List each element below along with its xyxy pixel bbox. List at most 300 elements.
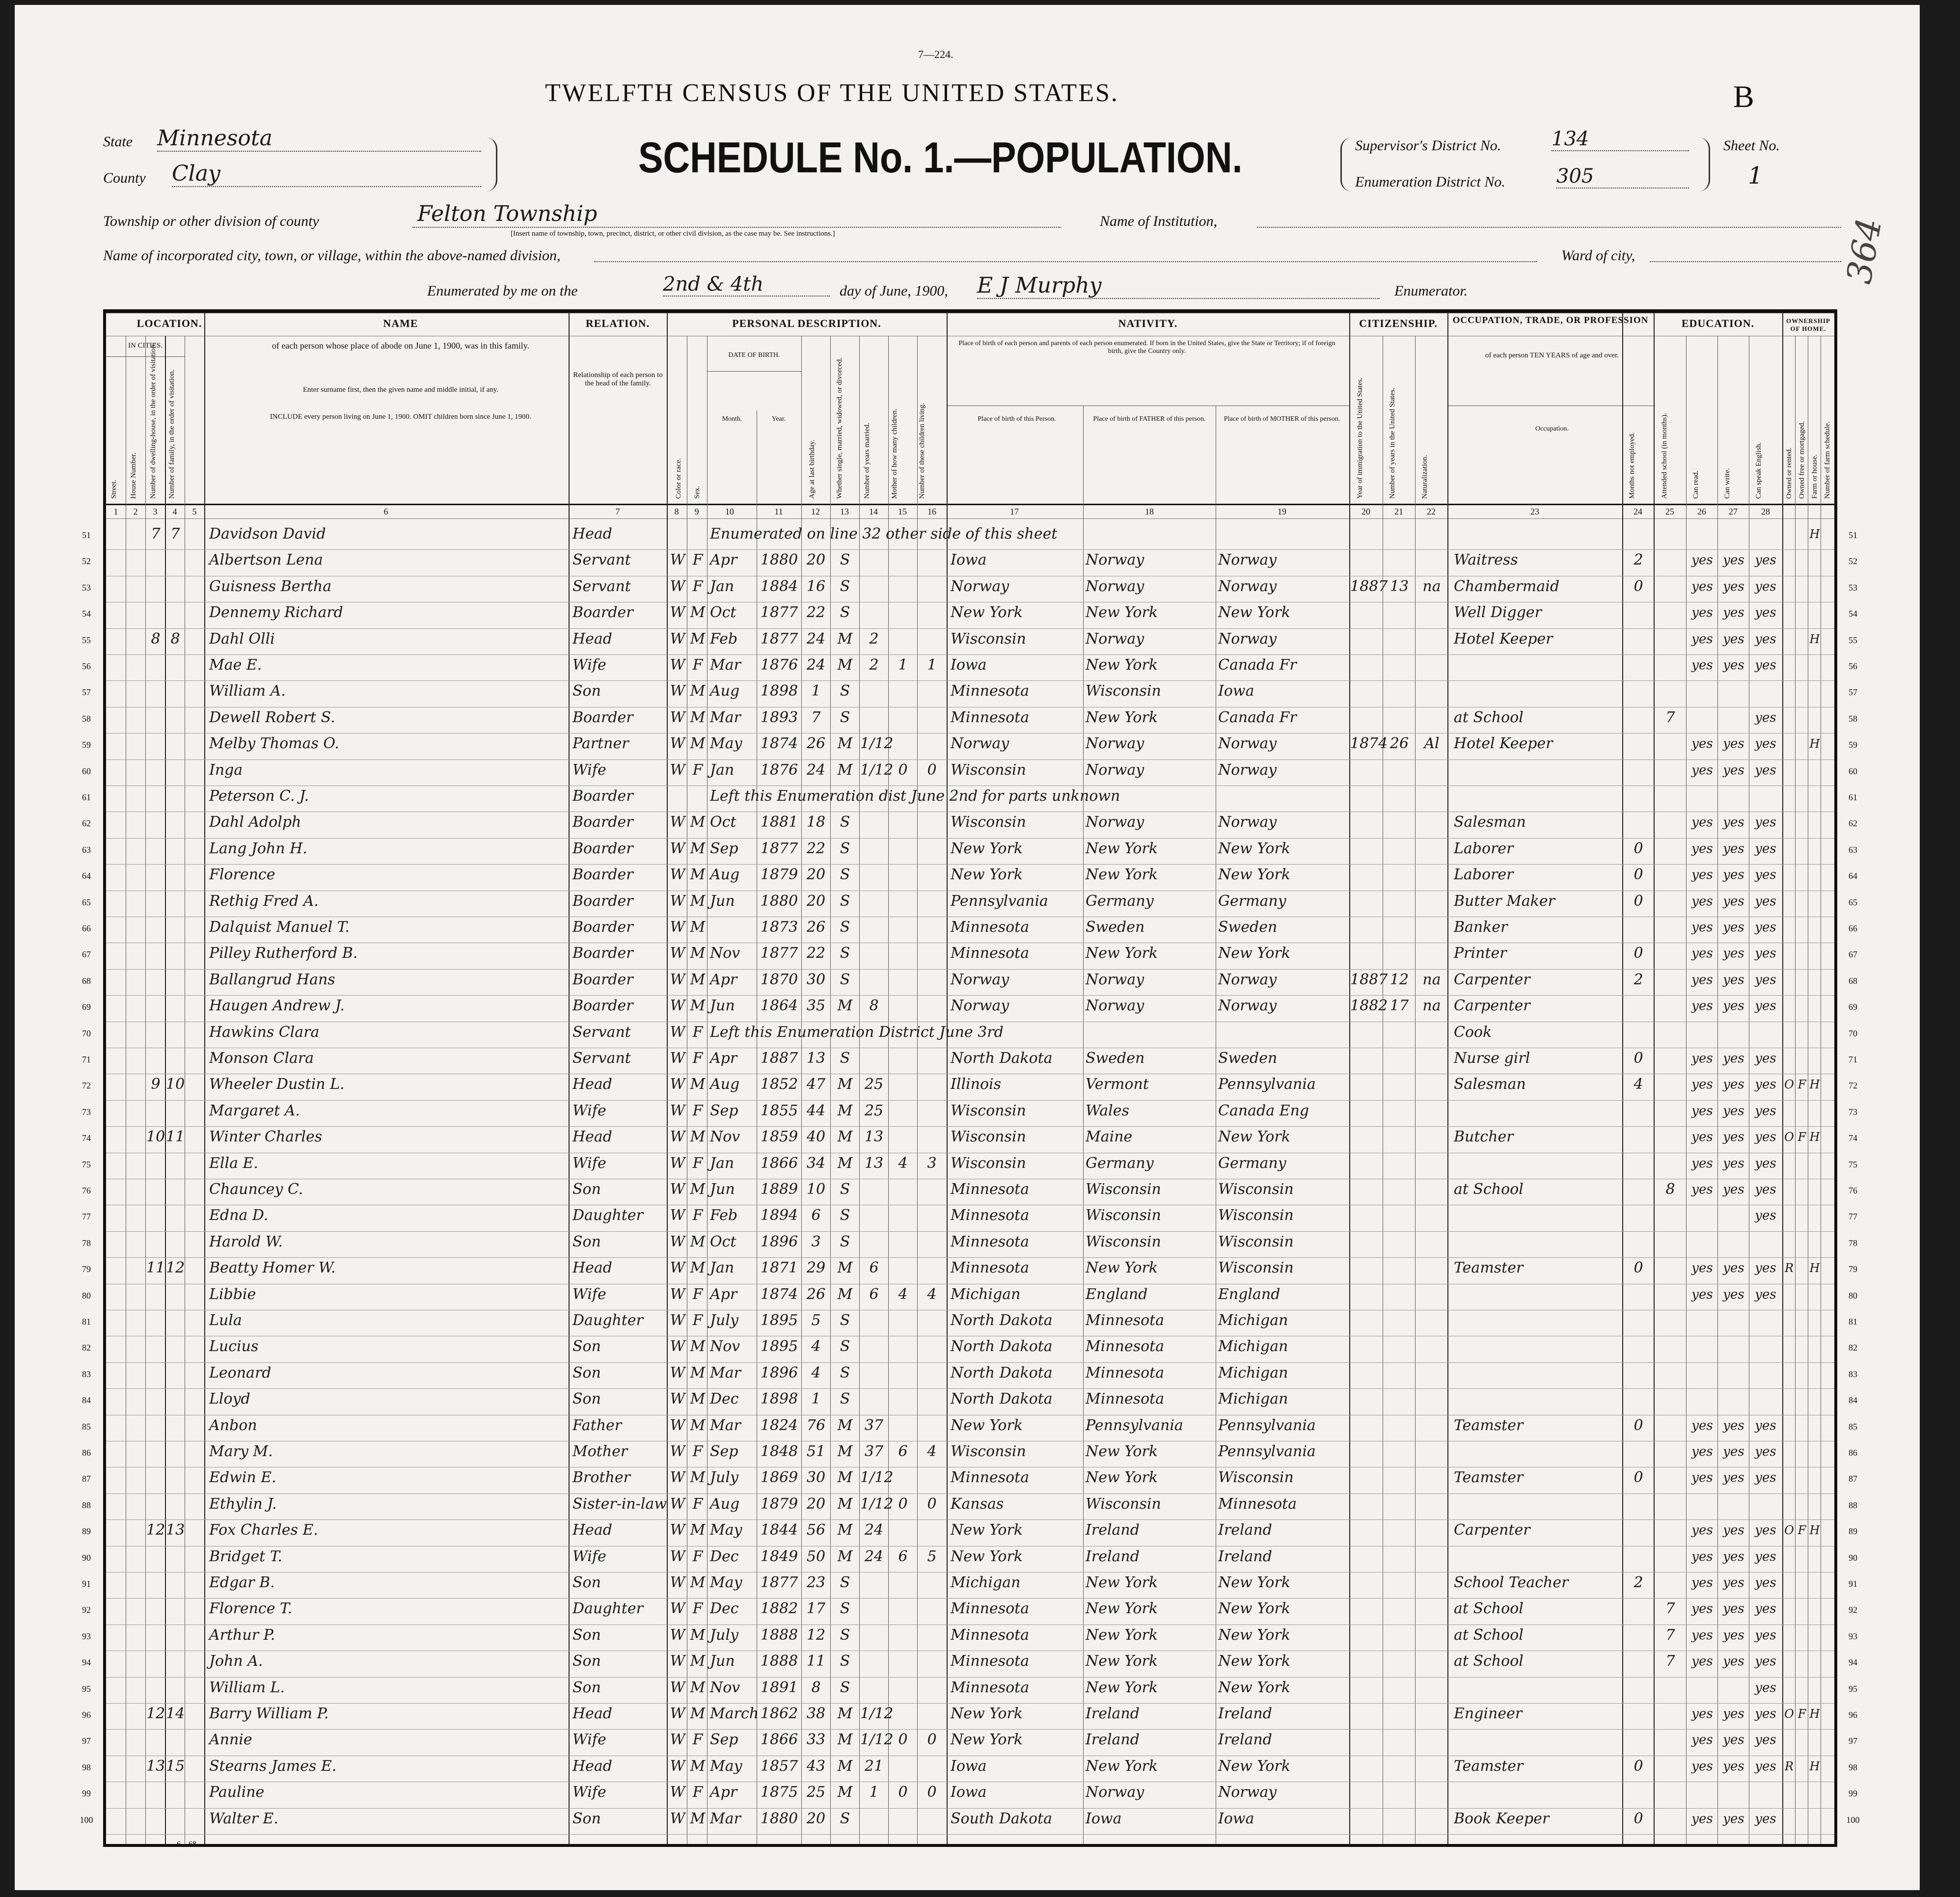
line-number-right: 74 <box>1849 1133 1857 1143</box>
table-row <box>82 680 1857 707</box>
cell-color: W <box>670 866 685 884</box>
cell-name: Dalquist Manuel T. <box>209 919 350 936</box>
cell-wr: yes <box>1723 658 1744 673</box>
line-number: 73 <box>82 1107 91 1117</box>
cell-rel: Boarder <box>572 945 633 962</box>
cell-rel: Son <box>572 1679 601 1696</box>
column-number: 15 <box>898 507 907 516</box>
cell-sp: yes <box>1755 710 1776 725</box>
cell-age: 26 <box>806 735 826 753</box>
cell-year: 1876 <box>760 656 798 674</box>
cell-ym: 25 <box>864 1102 884 1119</box>
cell-pb: New York <box>951 1547 1023 1565</box>
hdr-dwelling: Number of dwelling-house, in the order of visitation. <box>149 343 157 499</box>
cell-pb: Minnesota <box>951 945 1030 962</box>
cell-pf: Wisconsin <box>1086 1233 1161 1250</box>
cell-rel: Daughter <box>572 1600 643 1618</box>
line-number: 63 <box>82 844 91 855</box>
cell-pm: Germany <box>1218 892 1286 910</box>
ward-label: Ward of city, <box>1561 247 1635 264</box>
cell-name: Lula <box>209 1312 242 1329</box>
cell-sp: yes <box>1755 867 1776 883</box>
line-number: 74 <box>82 1133 91 1143</box>
cell-wr: yes <box>1723 1575 1744 1590</box>
cell-mar: M <box>837 1469 853 1487</box>
column-number: 20 <box>1361 507 1370 516</box>
cell-name: Pilley Rutherford B. <box>209 945 358 962</box>
line-number: 61 <box>82 792 91 802</box>
table-row <box>82 1336 1857 1362</box>
cell-color: W <box>670 630 685 648</box>
table-row <box>82 1022 1857 1048</box>
group-occupation: OCCUPATION, TRADE, OR PROFESSION <box>1452 315 1649 325</box>
cell-pb: New York <box>951 866 1023 884</box>
cell-age: 11 <box>806 1653 826 1670</box>
line-number: 75 <box>82 1159 91 1169</box>
cell-mar: S <box>840 1207 850 1224</box>
cell-rd: yes <box>1691 920 1713 935</box>
cell-name: Beatty Homer W. <box>209 1259 336 1277</box>
cell-occ: at School <box>1454 1626 1524 1644</box>
cell-color: W <box>670 1233 685 1250</box>
hdr-can-read: Can read. <box>1692 470 1700 499</box>
cell-nat: na <box>1422 577 1441 595</box>
cell-month: Aug <box>710 866 740 884</box>
column-number: 1 <box>113 507 118 516</box>
cell-pb: Wisconsin <box>951 761 1026 779</box>
cell-mar: S <box>840 1653 850 1670</box>
cell-ym: 21 <box>864 1757 884 1775</box>
cell-own: O <box>1784 1707 1794 1721</box>
cell-pf: New York <box>1086 840 1158 857</box>
cell-dw: 9 <box>151 1076 161 1093</box>
cell-wr: yes <box>1723 1627 1744 1643</box>
table-row <box>82 1677 1857 1704</box>
hdr-mother-of: Mother of how many children. <box>891 408 898 499</box>
cell-rd: yes <box>1691 1156 1713 1171</box>
enumerator-name: E J Murphy <box>977 273 1380 299</box>
cell-rel: Boarder <box>572 919 633 936</box>
cell-mar: S <box>840 604 850 622</box>
cell-occ: Butter Maker <box>1454 892 1555 910</box>
cell-occ: Nurse girl <box>1454 1050 1530 1067</box>
cell-sp: yes <box>1755 1575 1776 1590</box>
cell-mar: M <box>837 997 853 1015</box>
cell-pb: Minnesota <box>951 1207 1030 1224</box>
name-include-omit: INCLUDE every person living on June 1, 1900. OMIT children born since June 1, 1900. <box>270 413 532 421</box>
line-number-right: 56 <box>1849 661 1857 671</box>
cell-occ: Laborer <box>1454 840 1514 857</box>
cell-color: W <box>670 840 685 857</box>
column-number: 2 <box>133 507 138 516</box>
table-row <box>82 943 1857 969</box>
cell-color: W <box>670 892 685 910</box>
cell-cl: 0 <box>927 1731 937 1749</box>
cell-age: 1 <box>811 682 821 700</box>
column-number: 17 <box>1010 507 1019 516</box>
line-number: 51 <box>82 530 91 540</box>
table-row <box>82 1179 1857 1205</box>
cell-rel: Servant <box>572 1050 631 1067</box>
cell-color: W <box>670 1653 685 1670</box>
cell-wr: yes <box>1723 867 1744 883</box>
cell-mar: S <box>840 1233 850 1250</box>
cell-mar: S <box>840 551 850 569</box>
cell-age: 20 <box>806 1495 826 1513</box>
cell-pm: Michigan <box>1218 1390 1288 1408</box>
county-value: Clay <box>172 161 481 187</box>
cell-wr: yes <box>1723 1601 1744 1617</box>
cell-sex: M <box>690 1259 706 1277</box>
cell-sex: M <box>690 1233 706 1250</box>
cell-rel: Son <box>572 682 601 700</box>
cell-pf: Norway <box>1086 577 1144 595</box>
cell-mne: 0 <box>1633 840 1643 857</box>
cell-mar: S <box>840 813 850 831</box>
hdr-can-speak: Can speak English. <box>1755 442 1763 499</box>
cell-sp: yes <box>1755 1261 1776 1276</box>
cell-year: 1873 <box>760 919 798 936</box>
cell-mar: S <box>840 1312 850 1329</box>
cell-pb: Minnesota <box>951 1181 1030 1198</box>
cell-month: Aug <box>710 1076 740 1093</box>
cell-mar: M <box>837 1705 853 1722</box>
hdr-color: Color or race. <box>675 458 682 499</box>
cell-color: W <box>670 919 685 936</box>
line-number-right: 65 <box>1849 897 1857 907</box>
line-number: 77 <box>82 1212 91 1222</box>
township-instruction: [Insert name of township, town, precinct, district, or other civil division, as the case may be. See instructions.] <box>511 230 835 238</box>
cell-own: R <box>1784 1261 1794 1275</box>
cell-fh: H <box>1809 1078 1820 1092</box>
cell-sex: M <box>690 1521 706 1539</box>
cell-sex: M <box>690 1364 706 1382</box>
cell-color: W <box>670 1757 685 1775</box>
cell-wr: yes <box>1723 920 1744 935</box>
cell-occ: at School <box>1454 708 1524 726</box>
cell-age: 7 <box>811 708 821 726</box>
cell-name: Lloyd <box>209 1390 250 1408</box>
cell-pm: Wisconsin <box>1218 1207 1294 1224</box>
cell-mar: M <box>837 1154 853 1172</box>
cell-pb: Minnesota <box>951 1600 1030 1618</box>
table-row <box>82 1729 1857 1756</box>
cell-pf: New York <box>1086 1679 1158 1696</box>
table-row <box>82 1310 1857 1336</box>
in-cities-label: IN CITIES. <box>128 342 163 350</box>
cell-age: 8 <box>811 1679 821 1696</box>
cell-pb: Wisconsin <box>951 1154 1026 1172</box>
cell-pf: England <box>1086 1285 1148 1303</box>
cell-mar: M <box>837 1547 853 1565</box>
hdr-years-married: Number of years married. <box>863 423 871 499</box>
cell-month: Mar <box>710 1810 741 1827</box>
table-row <box>82 759 1857 786</box>
cell-month: May <box>710 735 742 753</box>
cell-name: Dahl Adolph <box>209 813 301 831</box>
cell-pf: New York <box>1086 656 1158 674</box>
cell-ym: 1/12 <box>860 1495 894 1513</box>
cell-year: 1855 <box>760 1102 798 1119</box>
cell-rel: Daughter <box>572 1312 643 1329</box>
cell-rel: Daughter <box>572 1207 643 1224</box>
line-number: 81 <box>82 1317 91 1327</box>
cell-wr: yes <box>1723 1707 1744 1721</box>
cell-age: 20 <box>806 1810 826 1827</box>
cell-wr: yes <box>1723 946 1744 961</box>
cell-age: 3 <box>811 1233 821 1250</box>
cell-year: 1877 <box>760 630 798 648</box>
cell-wr: yes <box>1723 631 1744 647</box>
cell-pb: North Dakota <box>951 1050 1053 1067</box>
cell-year: 1896 <box>760 1364 798 1382</box>
cell-rel: Wife <box>572 1102 606 1119</box>
table-row <box>82 1598 1857 1625</box>
cell-rd: yes <box>1691 1418 1713 1433</box>
cell-occ: Teamster <box>1454 1757 1524 1775</box>
column-number: 13 <box>840 507 849 516</box>
cell-rd: yes <box>1691 631 1713 647</box>
cell-age: 6 <box>811 1207 821 1224</box>
cell-age: 20 <box>806 866 826 884</box>
cell-age: 47 <box>806 1076 826 1093</box>
cell-pb: Minnesota <box>951 919 1030 936</box>
line-number: 99 <box>82 1789 91 1799</box>
cell-fam: 8 <box>170 630 180 648</box>
line-number-right: 58 <box>1849 713 1857 724</box>
cell-year: 1877 <box>760 945 798 962</box>
line-number-right: 55 <box>1849 635 1857 645</box>
cell-ym: 2 <box>869 630 879 648</box>
cell-color: W <box>670 1495 685 1513</box>
cell-rel: Head <box>572 525 613 542</box>
cell-rd: yes <box>1691 1444 1713 1459</box>
group-name: NAME <box>383 317 418 329</box>
enumeration-value: 305 <box>1556 165 1689 189</box>
cell-year: 1893 <box>760 708 798 726</box>
cell-month: May <box>710 1574 742 1591</box>
cell-sp: yes <box>1755 1759 1776 1774</box>
cell-mar: S <box>840 1810 850 1827</box>
hdr-street: Street. <box>110 480 118 499</box>
cell-name: William A. <box>209 682 286 700</box>
cell-year: 1891 <box>760 1679 798 1696</box>
cell-color: W <box>670 1207 685 1224</box>
cell-age: 34 <box>806 1154 826 1172</box>
cell-age: 33 <box>806 1731 826 1749</box>
cell-name: Stearns James E. <box>209 1757 337 1775</box>
cell-ym: 13 <box>864 1154 884 1172</box>
table-row <box>82 838 1857 865</box>
hdr-attended-school: Attended school (in months). <box>1661 413 1668 499</box>
cell-month: Sep <box>710 840 738 857</box>
cell-name: Davidson David <box>209 525 326 542</box>
line-number: 66 <box>82 923 91 933</box>
cell-dw: 12 <box>146 1521 165 1539</box>
table-row <box>82 1362 1857 1389</box>
cell-occ: Chambermaid <box>1454 577 1560 595</box>
cell-pm: Pennsylvania <box>1218 1076 1316 1093</box>
cell-name: Fox Charles E. <box>209 1521 318 1539</box>
cell-cl: 3 <box>927 1154 937 1172</box>
cell-sp: yes <box>1755 1182 1776 1197</box>
cell-name: Dennemy Richard <box>209 604 343 622</box>
cell-sp: yes <box>1755 946 1776 961</box>
cell-age: 13 <box>806 1050 826 1067</box>
cell-color: W <box>670 1443 685 1460</box>
cell-rel: Son <box>572 1233 601 1250</box>
column-number: 19 <box>1278 507 1286 516</box>
cell-pf: Norway <box>1086 761 1144 779</box>
line-number: 86 <box>82 1448 91 1458</box>
column-number: 25 <box>1665 507 1674 516</box>
line-number-right: 69 <box>1849 1002 1857 1012</box>
cell-rd: yes <box>1691 553 1713 568</box>
cell-rd: yes <box>1691 1654 1713 1669</box>
cell-pb: Minnesota <box>951 1653 1030 1670</box>
cell-mc: 4 <box>898 1154 908 1172</box>
cell-mar: M <box>837 1285 853 1303</box>
city-line <box>594 261 1537 262</box>
cell-occ: Salesman <box>1454 813 1526 831</box>
cell-color: W <box>670 1547 685 1565</box>
table-row <box>82 628 1857 655</box>
cell-fh: H <box>1809 1130 1820 1144</box>
cell-pm: New York <box>1218 1653 1290 1670</box>
cell-sex: M <box>690 735 706 753</box>
cell-mar: S <box>840 1390 850 1408</box>
line-number: 84 <box>82 1395 91 1406</box>
cell-month: Apr <box>710 971 737 988</box>
cell-year: 1880 <box>760 1810 798 1827</box>
cell-pb: Wisconsin <box>951 1102 1026 1119</box>
cell-rel: Boarder <box>572 840 633 857</box>
cell-rel: Son <box>572 1364 601 1382</box>
state-value: Minnesota <box>157 126 481 152</box>
table-row <box>82 1546 1857 1572</box>
cell-mar: M <box>837 1731 853 1749</box>
cell-month: Jan <box>710 1154 735 1172</box>
hdr-months-not-employed: Months not employed. <box>1628 432 1636 499</box>
cell-year: 1880 <box>760 892 798 910</box>
cell-occ: at School <box>1454 1653 1524 1670</box>
line-number: 54 <box>82 609 91 619</box>
group-personal: PERSONAL DESCRIPTION. <box>732 317 881 329</box>
cell-rd: yes <box>1691 736 1713 752</box>
cell-rel: Wife <box>572 1154 606 1172</box>
cell-pb: Michigan <box>951 1574 1021 1591</box>
cell-pm: Norway <box>1218 1784 1277 1801</box>
cell-wr: yes <box>1723 1733 1744 1748</box>
line-number: 64 <box>82 871 91 881</box>
cell-name: Ethylin J. <box>209 1495 277 1513</box>
cell-rel: Servant <box>572 1023 631 1041</box>
cell-occ: Well Digger <box>1454 604 1542 622</box>
cell-pb: Iowa <box>951 1757 987 1775</box>
cell-year: 1895 <box>760 1312 798 1329</box>
institution-label: Name of Institution, <box>1100 213 1218 229</box>
cell-mar: M <box>837 1076 853 1093</box>
cell-pm: New York <box>1218 840 1290 857</box>
cell-sex: F <box>692 761 703 779</box>
cell-sex: M <box>690 682 706 700</box>
cell-year: 1884 <box>760 577 798 595</box>
cell-color: W <box>670 708 685 726</box>
line-number-right: 83 <box>1849 1369 1857 1379</box>
table-row <box>82 1284 1857 1310</box>
cell-name: Rethig Fred A. <box>209 892 319 910</box>
cell-fh: H <box>1809 632 1820 646</box>
line-number: 67 <box>82 949 91 960</box>
cell-name: Annie <box>209 1731 252 1749</box>
cell-ym: 24 <box>864 1547 884 1565</box>
cell-month: Feb <box>710 1207 738 1224</box>
cell-sex: M <box>690 1338 706 1355</box>
cell-year: 1896 <box>760 1233 798 1250</box>
cell-sch: 7 <box>1665 708 1675 726</box>
table-row <box>82 1467 1857 1493</box>
cell-pb: North Dakota <box>951 1390 1053 1408</box>
cell-pf: Minnesota <box>1086 1390 1165 1408</box>
line-number-right: 63 <box>1849 844 1857 855</box>
cell-fam: 10 <box>166 1076 185 1093</box>
cell-year: 1871 <box>760 1259 798 1277</box>
cell-cl: 4 <box>927 1285 937 1303</box>
cell-sch: 7 <box>1665 1626 1675 1644</box>
cell-rd: yes <box>1691 1575 1713 1590</box>
cell-occ: Teamster <box>1454 1469 1524 1487</box>
line-number-right: 72 <box>1849 1081 1857 1091</box>
cell-rel: Boarder <box>572 997 633 1015</box>
cell-pf: New York <box>1086 945 1158 962</box>
column-number: 26 <box>1697 507 1706 516</box>
cell-rd: yes <box>1691 972 1713 987</box>
cell-year: 1898 <box>760 1390 798 1408</box>
column-number: 4 <box>172 507 177 516</box>
cell-sex: M <box>690 1626 706 1644</box>
group-location: LOCATION. <box>136 317 202 329</box>
column-number: 21 <box>1394 507 1403 516</box>
cell-own: O <box>1784 1130 1794 1144</box>
cell-cl: 5 <box>927 1547 937 1565</box>
cell-pf: New York <box>1086 866 1158 884</box>
cell-rd: yes <box>1691 1759 1713 1774</box>
line-number: 87 <box>82 1474 91 1484</box>
cell-color: W <box>670 1364 685 1382</box>
table-row <box>82 1388 1857 1415</box>
cell-year: 1866 <box>760 1154 798 1172</box>
table-row <box>82 864 1857 891</box>
cell-month: May <box>710 1521 742 1539</box>
cell-mar: S <box>840 866 850 884</box>
cell-pm: Wisconsin <box>1218 1181 1294 1198</box>
cell-mar: S <box>840 577 850 595</box>
cell-rel: Head <box>572 1705 613 1722</box>
cell-name: John A. <box>209 1653 263 1670</box>
cell-yus: 12 <box>1389 971 1409 988</box>
cell-color: W <box>670 1259 685 1277</box>
cell-pb: Norway <box>951 971 1009 988</box>
cell-rel: Son <box>572 1181 601 1198</box>
cell-rd: yes <box>1691 1627 1713 1643</box>
cell-pf: Pennsylvania <box>1086 1416 1183 1434</box>
cell-sp: yes <box>1755 579 1776 594</box>
cell-rd: yes <box>1691 1601 1713 1617</box>
cell-pm: Ireland <box>1218 1547 1272 1565</box>
cell-age: 56 <box>806 1521 826 1539</box>
column-number: 11 <box>774 507 783 516</box>
line-number: 72 <box>82 1081 91 1091</box>
